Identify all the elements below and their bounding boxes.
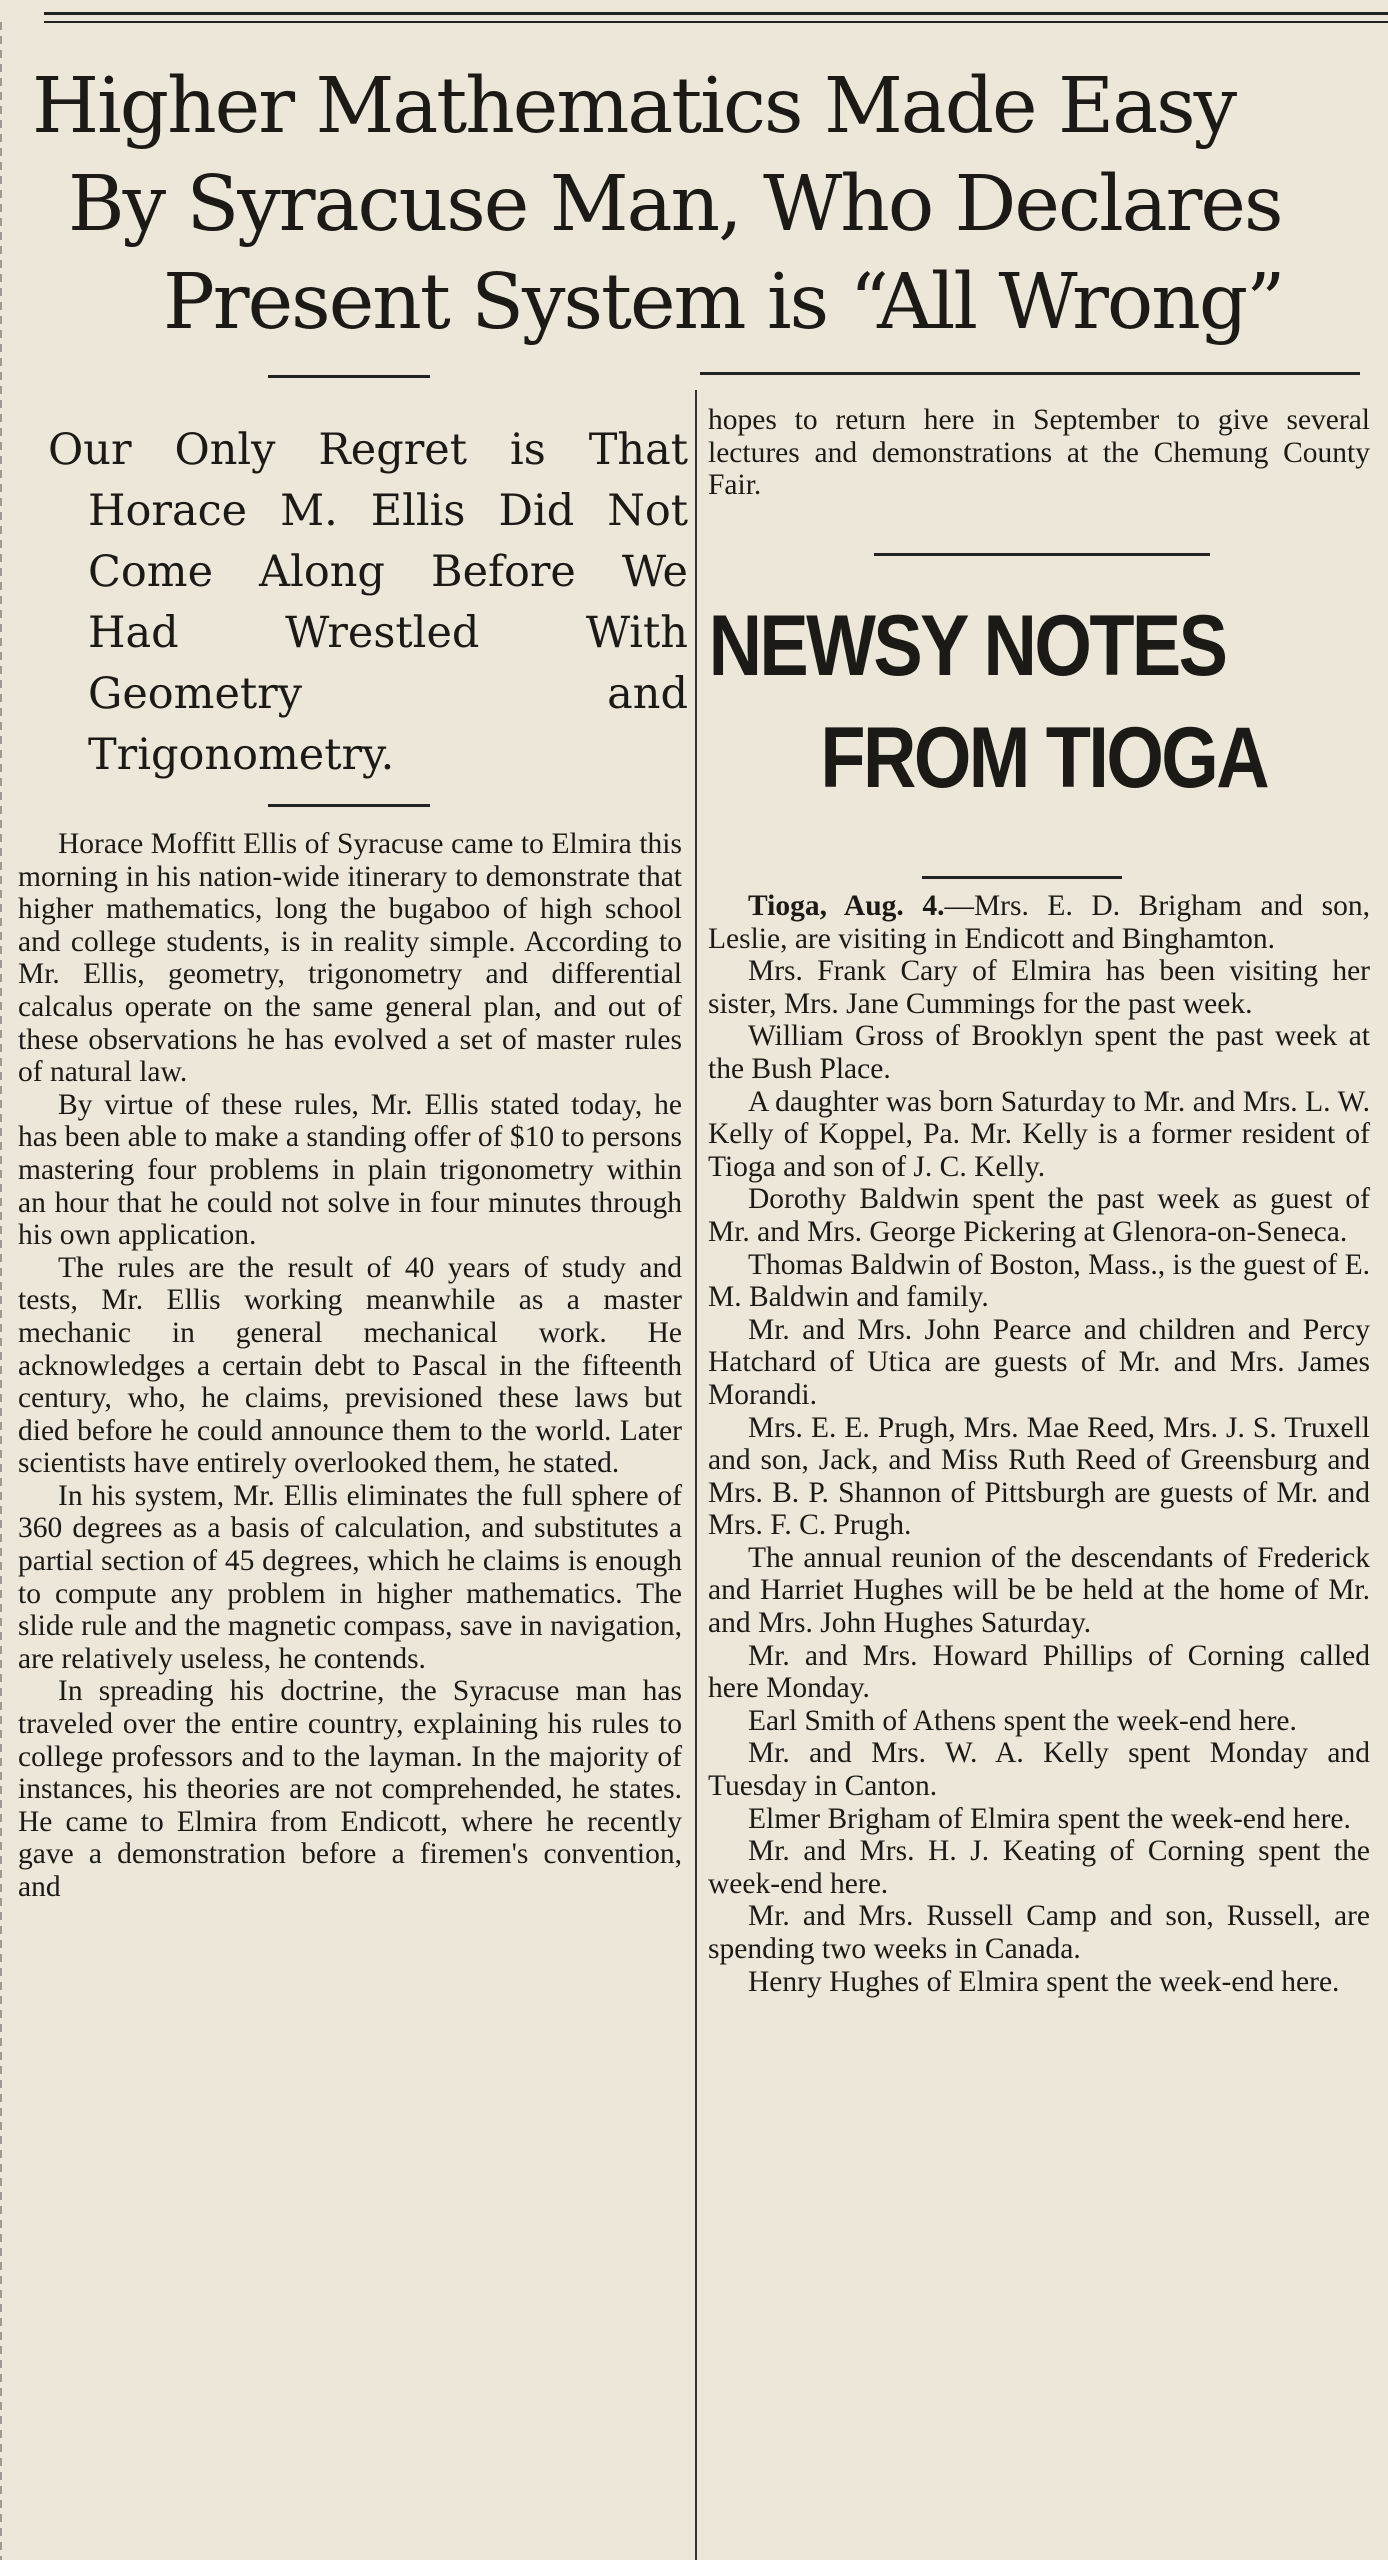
newsy-headline-line-2: FROM TIOGA bbox=[820, 710, 1268, 806]
newsy-headline-line-1: NEWSY NOTES bbox=[708, 598, 1226, 694]
tioga-item: Mr. and Mrs. H. J. Keating of Corning spent the week-end here. bbox=[708, 1835, 1370, 1900]
section-divider bbox=[874, 553, 1210, 556]
tioga-item: Mr. and Mrs. W. A. Kelly spent Monday and Tuesday in Canton. bbox=[708, 1737, 1370, 1803]
article-paragraph: Horace Moffitt Ellis of Syracuse came to Elmira this morning in his nation-wide itinerary to demonstrate that higher mathematics, long the bugaboo of high school and college students, is in reality simple. According to Mr. Ellis, geometry, trigonometry and differential calcalus operate on the same general plan, and out of these observations he has evolved a set of master rules of natural law. bbox=[18, 828, 682, 1089]
tioga-item: Mr. and Mrs. Howard Phillips of Corning called here Monday. bbox=[708, 1639, 1370, 1705]
top-rule bbox=[44, 12, 1388, 23]
dateline: Tioga, Aug. 4. bbox=[748, 890, 945, 922]
tioga-item: Thomas Baldwin of Boston, Mass., is the guest of E. M. Baldwin and family. bbox=[708, 1248, 1370, 1314]
deck-headline: Our Only Regret is That Horace M. Ellis Did Not Come Along Before We Had Wrestled With Geometry and Trigonometry. bbox=[48, 425, 688, 780]
newsy-divider bbox=[922, 876, 1122, 879]
headline-line-1: Higher Mathematics Made Easy bbox=[32, 62, 1236, 151]
column-rule bbox=[695, 390, 697, 2560]
tioga-item: Earl Smith of Athens spent the week-end here. bbox=[748, 1704, 1297, 1737]
tioga-item: Elmer Brigham of Elmira spent the week-end here. bbox=[748, 1802, 1351, 1835]
headline bbox=[28, 58, 1368, 352]
tioga-item: Mrs. E. E. Prugh, Mrs. Mae Reed, Mrs. J. S. Truxell and son, Jack, and Miss Ruth Reed of Greensburg and Mrs. B. P. Shannon of Pittsburgh are guests of Mr. and Mrs. F. C. Prugh. bbox=[708, 1411, 1370, 1542]
continuation-text: hopes to return here in September to give several lectures and demonstrations at the Chemung County Fair. bbox=[708, 404, 1370, 502]
tioga-item: William Gross of Brooklyn spent the past week at the Bush Place. bbox=[708, 1020, 1370, 1085]
article-paragraph: In his system, Mr. Ellis eliminates the full sphere of 360 degrees as a basis of calculation, and substitutes a partial section of 45 degrees, which he claims is enough to compute any problem in higher mathematics. The slide rule and the magnetic compass, save in navigation, are relatively useless, he contends. bbox=[18, 1479, 682, 1675]
deck-divider bbox=[268, 804, 430, 807]
headline-divider bbox=[268, 375, 430, 378]
headline-line-2: By Syracuse Man, Who Declares bbox=[68, 160, 1282, 249]
article-body bbox=[18, 828, 682, 1904]
first-item-text: —Mrs. E. D. Brigham and son, Leslie, are visiting in Endicott and Binghamton. bbox=[708, 890, 1370, 955]
left-margin-rule bbox=[0, 22, 2, 2560]
headline-line-3: Present System is “All Wrong” bbox=[163, 258, 1284, 347]
tioga-notes bbox=[708, 890, 1370, 1998]
tioga-item: A daughter was born Saturday to Mr. and Mrs. L. W. Kelly of Koppel, Pa. Mr. Kelly is a former resident of Tioga and son of J. C. Kelly. bbox=[708, 1085, 1370, 1183]
tioga-first-item bbox=[708, 890, 1370, 955]
article-paragraph: The rules are the result of 40 years of study and tests, Mr. Ellis working meanwhile as a master mechanic in general mechanical work. He acknowledges a certain debt to Pascal in the fifteenth century, who, he claims, previsioned these laws but died before he could announce them to the world. Later scientists have entirely overlooked them, he stated. bbox=[18, 1251, 682, 1480]
article-continuation bbox=[708, 404, 1370, 502]
tioga-item: The annual reunion of the descendants of Frederick and Harriet Hughes will be be held at the home of Mr. and Mrs. John Hughes Saturday. bbox=[708, 1541, 1370, 1640]
tioga-item: Henry Hughes of Elmira spent the week-end here. bbox=[748, 1965, 1340, 1998]
article-paragraph: In spreading his doctrine, the Syracuse man has traveled over the entire country, explaining his rules to college professors and to the layman. In the majority of instances, his theories are not comprehended, he states. He came to Elmira from Endicott, where he recently gave a demonstration before a firemen's convention, and bbox=[18, 1675, 682, 1903]
tioga-item: Mrs. Frank Cary of Elmira has been visiting her sister, Mrs. Jane Cummings for the past week. bbox=[708, 955, 1370, 1020]
tioga-item: Mr. and Mrs. John Pearce and children and Percy Hatchard of Utica are guests of Mr. and Mrs. James Morandi. bbox=[708, 1313, 1370, 1411]
article-paragraph: By virtue of these rules, Mr. Ellis stated today, he has been able to make a standing offer of $10 to persons mastering four problems in plain trigonometry within an hour that he could not solve in four minutes through his own application. bbox=[18, 1088, 682, 1252]
newsy-notes-headline bbox=[700, 590, 1285, 814]
tioga-item: Dorothy Baldwin spent the past week as guest of Mr. and Mrs. George Pickering at Glenora-on-Seneca. bbox=[708, 1183, 1370, 1248]
tioga-item: Mr. and Mrs. Russell Camp and son, Russell, are spending two weeks in Canada. bbox=[708, 1900, 1370, 1965]
column-top-rule bbox=[700, 372, 1360, 375]
